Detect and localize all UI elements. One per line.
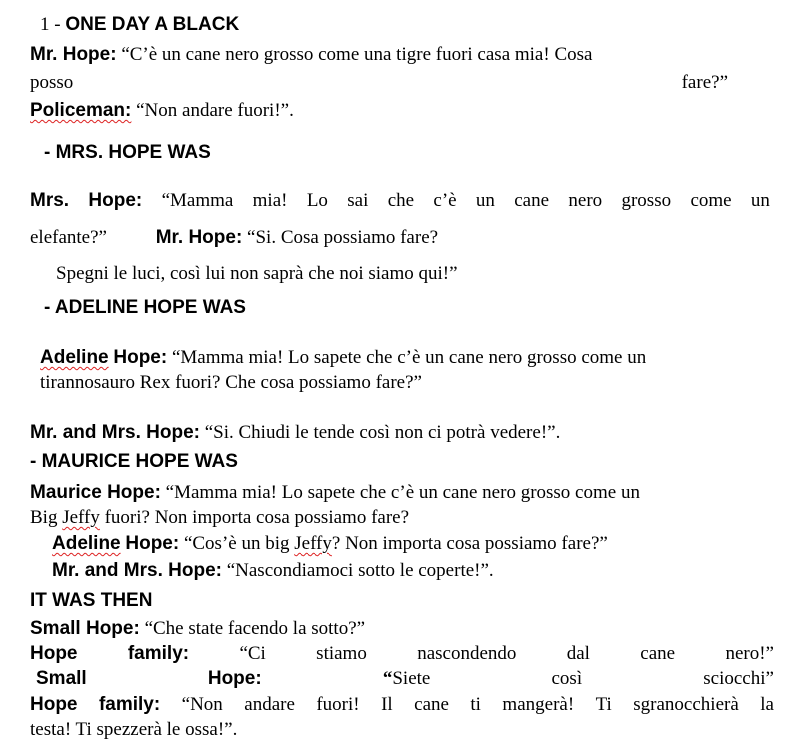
word: nero	[568, 190, 603, 211]
word: la	[760, 694, 774, 715]
speaker-word: Small	[36, 668, 87, 689]
speaker-word: Hope:	[207, 668, 262, 689]
speaker-label: Mr. Hope:	[30, 44, 117, 65]
dialogue-text: “Nascondiamoci sotto le coperte!”.	[226, 560, 494, 581]
section-heading-5	[30, 590, 152, 612]
speaker-label: Mr. Hope:	[155, 227, 243, 248]
section-title: IT WAS THEN	[30, 590, 153, 611]
word	[383, 668, 431, 690]
dialogue-text: fuori? Non importa cosa possiamo fare?	[104, 507, 410, 528]
flagged-word: Jeffy	[62, 507, 100, 528]
dialogue-text: “Cos’è un big	[183, 533, 290, 554]
word: “Ci	[239, 643, 266, 664]
word: sgranocchierà	[633, 694, 739, 715]
section-title: - MAURICE HOPE WAS	[30, 451, 238, 472]
dialogue-line	[30, 422, 560, 444]
dialogue-text: “Che state facendo la sotto?”	[144, 618, 366, 639]
word: un	[475, 190, 495, 211]
word: fuori!	[316, 694, 360, 715]
word: così	[551, 668, 583, 689]
dialogue-text: “Non andare fuori!”.	[136, 100, 294, 121]
speaker-word: Hope:	[88, 190, 143, 211]
dialogue-line	[30, 227, 438, 249]
flagged-word: Jeffy	[294, 533, 332, 554]
dialogue-text: “Si. Cosa possiamo fare?	[247, 227, 439, 248]
word: andare	[244, 694, 295, 715]
word: Siete	[392, 668, 431, 689]
section-heading-4	[30, 451, 238, 473]
speaker-word: family:	[127, 643, 190, 664]
speaker-label: Mr. and Mrs. Hope:	[52, 560, 222, 581]
section-number: 1 -	[40, 14, 66, 35]
dialogue-line-continued	[30, 719, 237, 741]
speaker-name: Adeline	[52, 533, 121, 554]
speaker-label: Hope:	[125, 533, 180, 554]
dialogue-line	[30, 618, 365, 640]
word: “Mamma	[161, 190, 234, 211]
word: sai	[347, 190, 369, 211]
dialogue-line-justified	[30, 643, 774, 665]
speaker-word: family:	[98, 694, 161, 715]
dialogue-line-continued	[40, 372, 422, 394]
dialogue-text: posso	[30, 72, 74, 93]
dialogue-line-continued	[30, 507, 409, 529]
speaker-word: Hope	[30, 694, 78, 715]
word: come	[690, 190, 732, 211]
word: nascondendo	[417, 643, 517, 664]
dialogue-line-continued	[30, 72, 728, 94]
word: nero!”	[725, 643, 774, 664]
dialogue-text: testa! Ti spezzerà le ossa!”.	[30, 719, 238, 740]
word: stiamo	[316, 643, 367, 664]
dialogue-line	[52, 560, 494, 582]
speaker-label: Maurice Hope:	[30, 482, 161, 503]
word: Ti	[595, 694, 612, 715]
section-title: ONE DAY A BLACK	[65, 14, 240, 35]
dialogue-line-justified	[36, 668, 774, 690]
section-heading-3	[44, 297, 246, 319]
dialogue-line	[30, 44, 592, 66]
dialogue-line	[40, 347, 646, 369]
word: che	[387, 190, 415, 211]
dialogue-text: elefante?”	[30, 227, 107, 248]
word: Lo	[306, 190, 328, 211]
dialogue-text: ? Non importa cosa possiamo fare?”	[331, 533, 608, 554]
dialogue-text: “C’è un cane nero grosso come una tigre fuori casa mia! Cosa	[121, 44, 593, 65]
dialogue-line-justified	[30, 694, 774, 716]
section-heading-2	[44, 142, 211, 164]
speaker-word: Mrs.	[30, 190, 70, 211]
speaker-name: Adeline	[40, 347, 109, 368]
word: cane	[414, 694, 449, 715]
word: c’è	[433, 190, 457, 211]
word: cane	[640, 643, 676, 664]
word: Il	[381, 694, 393, 715]
dialogue-line	[30, 100, 294, 122]
dialogue-text: “Mamma mia! Lo sapete che c’è un cane nero grosso come un	[171, 347, 647, 368]
word: ti	[470, 694, 481, 715]
speaker-word: Hope	[30, 643, 78, 664]
word: cane	[514, 190, 550, 211]
section-heading-1	[40, 14, 239, 36]
dialogue-text: “Si. Chiudi le tende così non ci potrà vedere!”.	[204, 422, 561, 443]
word: mia!	[252, 190, 288, 211]
dialogue-text: tirannosauro Rex fuori? Che cosa possiamo fare?”	[40, 372, 422, 393]
speaker-label: Hope:	[113, 347, 168, 368]
word: sciocchi”	[703, 668, 774, 689]
dialogue-text: Big	[30, 507, 58, 528]
dialogue-text: Spegni le luci, così lui non saprà che noi siamo qui!”	[56, 263, 458, 284]
word: mangerà!	[502, 694, 575, 715]
dialogue-text: “Mamma mia! Lo sapete che c’è un cane nero grosso come un	[165, 482, 640, 503]
speaker-label: Policeman:	[30, 100, 132, 121]
dialogue-line	[30, 482, 640, 504]
word: “Non	[181, 694, 223, 715]
word: dal	[566, 643, 590, 664]
dialogue-line-justified	[30, 190, 770, 212]
word: un	[750, 190, 770, 211]
dialogue-line	[52, 533, 608, 555]
word: grosso	[621, 190, 672, 211]
section-title: - ADELINE HOPE WAS	[44, 297, 246, 318]
dialogue-text: fare?”	[681, 72, 728, 93]
dialogue-line	[56, 263, 458, 285]
section-title: - MRS. HOPE WAS	[44, 142, 211, 163]
opening-quote: “	[382, 668, 393, 689]
speaker-label: Small Hope:	[30, 618, 140, 639]
speaker-label: Mr. and Mrs. Hope:	[30, 422, 200, 443]
